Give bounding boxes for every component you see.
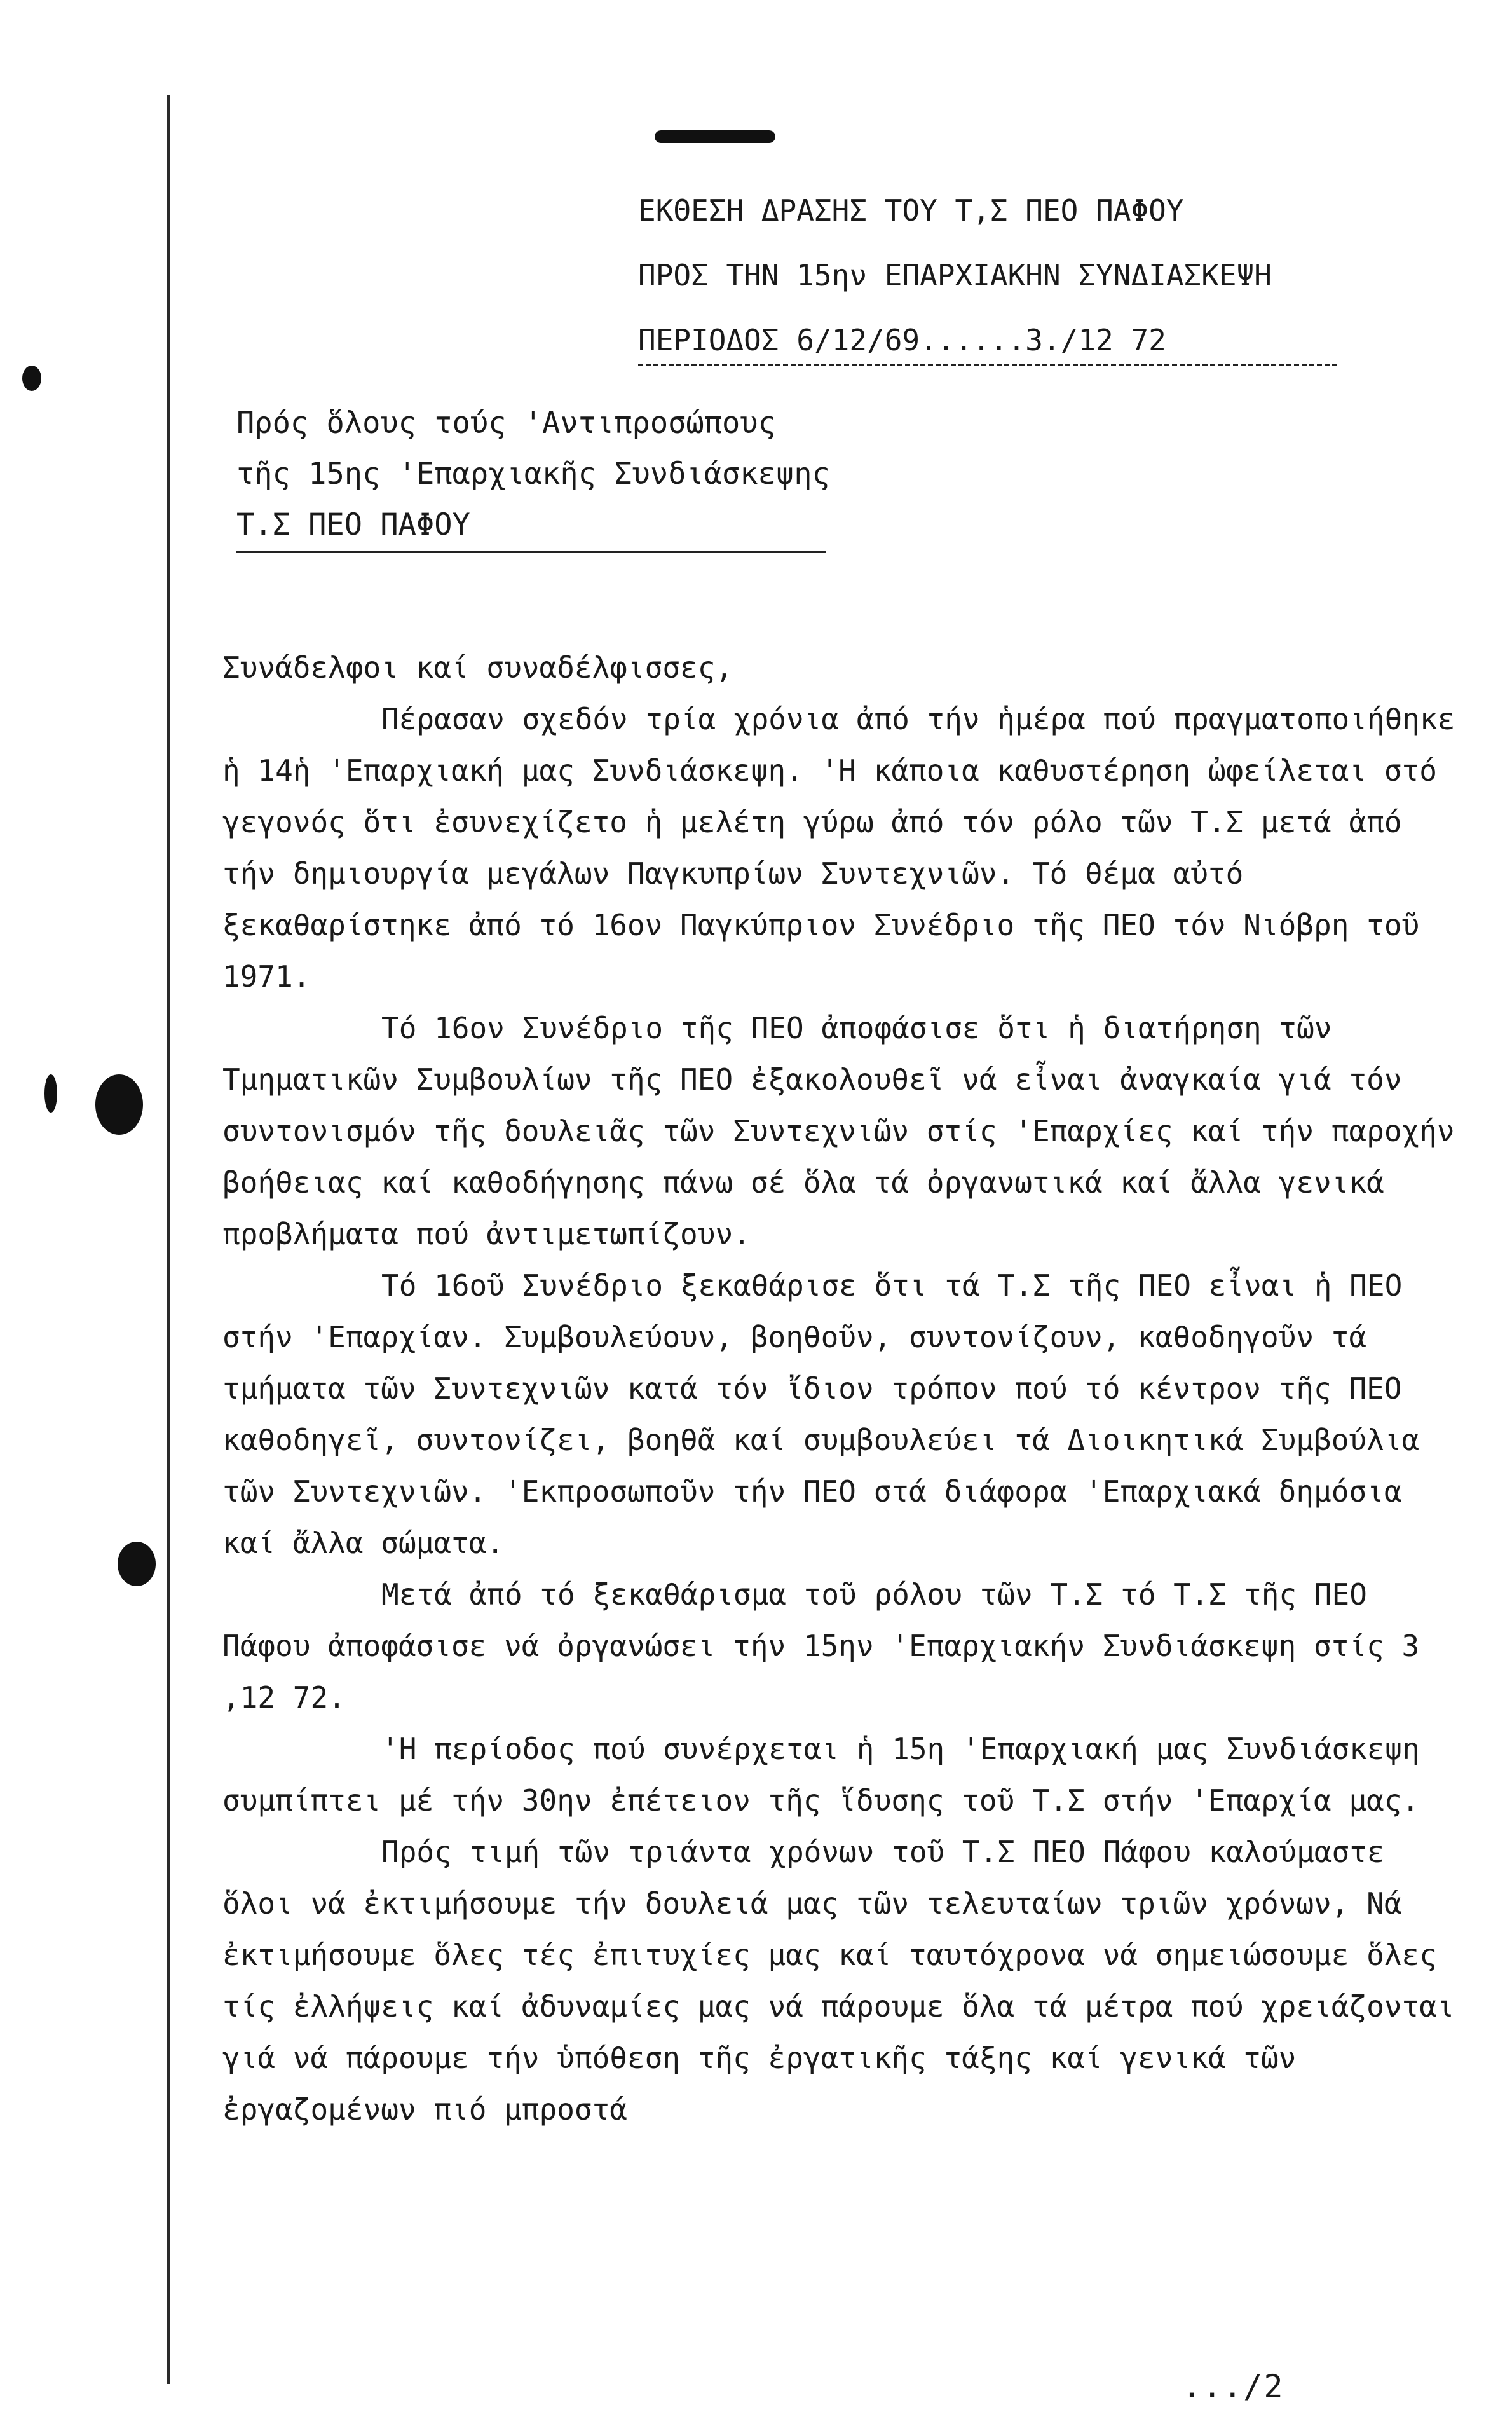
- paragraph: Μετά ἀπό τό ξεκαθάρισμα τοῦ ρόλου τῶν Τ.Σ τό Τ.Σ τῆς ΠΕΟ Πάφου ἀπoφάσισε νά ὀργανώσει τήν 15ην 'Επαρχιακήν Συνδιάσκεψη στίς 3 ,12 72.: [222, 1577, 1420, 1715]
- report-subtitle: ΠΡΟΣ ΤΗΝ 15ην ΕΠΑΡΧΙΑΚΗΝ ΣΥΝΔΙΑΣΚΕΨΗ: [638, 258, 1272, 292]
- scan-smudge: [118, 1542, 156, 1586]
- scan-margin-line: [167, 95, 170, 2384]
- letter-body: [222, 642, 1462, 2135]
- report-title: ΕΚΘΕΣΗ ΔΡΑΣΗΣ ΤΟΥ Τ,Σ ΠΕΟ ΠΑΦΟΥ: [638, 193, 1184, 228]
- paragraph: Τό 16ον Συνέδριο τῆς ΠΕΟ ἀποφάσισε ὅτι ἡ διατήρηση τῶν Τμηματικῶν Συμβουλίων τῆς ΠΕΟ ἐξακολουθεῖ νά εἶναι ἀναγκαία γιά τόν συντονισμόν τῆς δουλειᾶς τῶν Συντεχνιῶν στίς 'Επαρχίες καί τήν παροχήν βοήθειας καί καθοδήγησης πάνω σέ ὅλα τά ὀργανωτικά καί ἄλλα γενικά προβλήματα πού ἀντιμετωπίζουν.: [222, 1011, 1455, 1251]
- continuation-marker: .../2: [1182, 2368, 1284, 2405]
- paragraph: Πέρασαν σχεδόν τρία χρόνια ἀπό τήν ἡμέρα πού πραγματοποιήθηκε ἡ 14ἡ 'Επαρχιακή μας Συνδιάσκεψη. 'Η κάποια καθυστέρηση ὠφείλεται στό γεγονός ὅτι ἐσυνεχίζετο ἡ μελέτη γύρω ἀπό τόν ρόλο τῶν Τ.Σ μετά ἀπό τήν δημιουργία μεγάλων Παγκυπρίων Συντεχνιῶν. Τό θέμα αὐτό ξεκαθαρίστηκε ἀπό τό 16ον Παγκύπριον Συνέδριο τῆς ΠΕΟ τόν Νιόβρη τοῦ 1971.: [222, 702, 1455, 994]
- addressee-line: Πρός ὅλους τούς 'Αντιπροσώπους: [236, 406, 776, 441]
- scan-smudge: [655, 130, 775, 143]
- scan-smudge: [95, 1074, 143, 1135]
- scan-smudge: [22, 366, 41, 391]
- paragraph: Πρός τιμή τῶν τριάντα χρόνων τοῦ Τ.Σ ΠΕΟ Πάφου καλούμαστε ὅλοι νά ἐκτιμήσουμε τήν δουλειά μας τῶν τελευταίων τριῶν χρόνων, Νά ἐκτιμήσουμε ὅλες τές ἐπιτυχίες μας καί ταυτόχρονα νά σημειώσουμε ὅλες τίς ἐλλήψεις καί ἀδυναμίες μας νά πάρουμε ὅλα τά μέτρα πού χρειάζονται γιά νά πάρουμε τήν ὑπόθεση τῆς ἐργατικῆς τάξης καί γενικά τῶν ἐργαζομένων πιό μπροστά: [222, 1835, 1455, 2127]
- addressee-organisation: Τ.Σ ΠΕΟ ΠΑΦΟΥ: [236, 500, 826, 553]
- addressee-line: τῆς 15ης 'Επαρχιακῆς Συνδιάσκεψης: [236, 456, 830, 491]
- paragraph: Τό 16οῦ Συνέδριο ξεκαθάρισε ὅτι τά Τ.Σ τῆς ΠΕΟ εἶναι ἡ ΠΕΟ στήν 'Επαρχίαν. Συμβουλεύουν, βοηθοῦν, συντονίζουν, καθοδηγοῦν τά τμήματα τῶν Συντεχνιῶν κατά τόν ἴδιον τρόπον πού τό κέντρον τῆς ΠΕΟ καθοδηγεῖ, συντονίζει, βοηθᾶ καί συμβουλεύει τά Διοικητικά Συμβούλια τῶν Συντεχνιῶν. 'Εκπροσωποῦν τήν ΠΕΟ στά διάφορα 'Επαρχιακά δημόσια καί ἄλλα σώματα.: [222, 1268, 1420, 1560]
- scan-smudge: [44, 1074, 57, 1113]
- salutation: Συνάδελφοι καί συναδέλφισσες,: [222, 650, 733, 685]
- document-header: [638, 178, 1337, 366]
- report-period: ΠΕΡΙΟΔΟΣ 6/12/69......3./12 72: [638, 323, 1166, 357]
- addressee-block: [236, 398, 830, 553]
- paragraph: 'Η περίοδος πού συνέρχεται ἡ 15η 'Επαρχιακή μας Συνδιάσκεψη συμπίπτει μέ τήν 30ην ἐπέτειον τῆς ἵδυσης τοῦ Τ.Σ στήν 'Επαρχία μας.: [222, 1732, 1420, 1818]
